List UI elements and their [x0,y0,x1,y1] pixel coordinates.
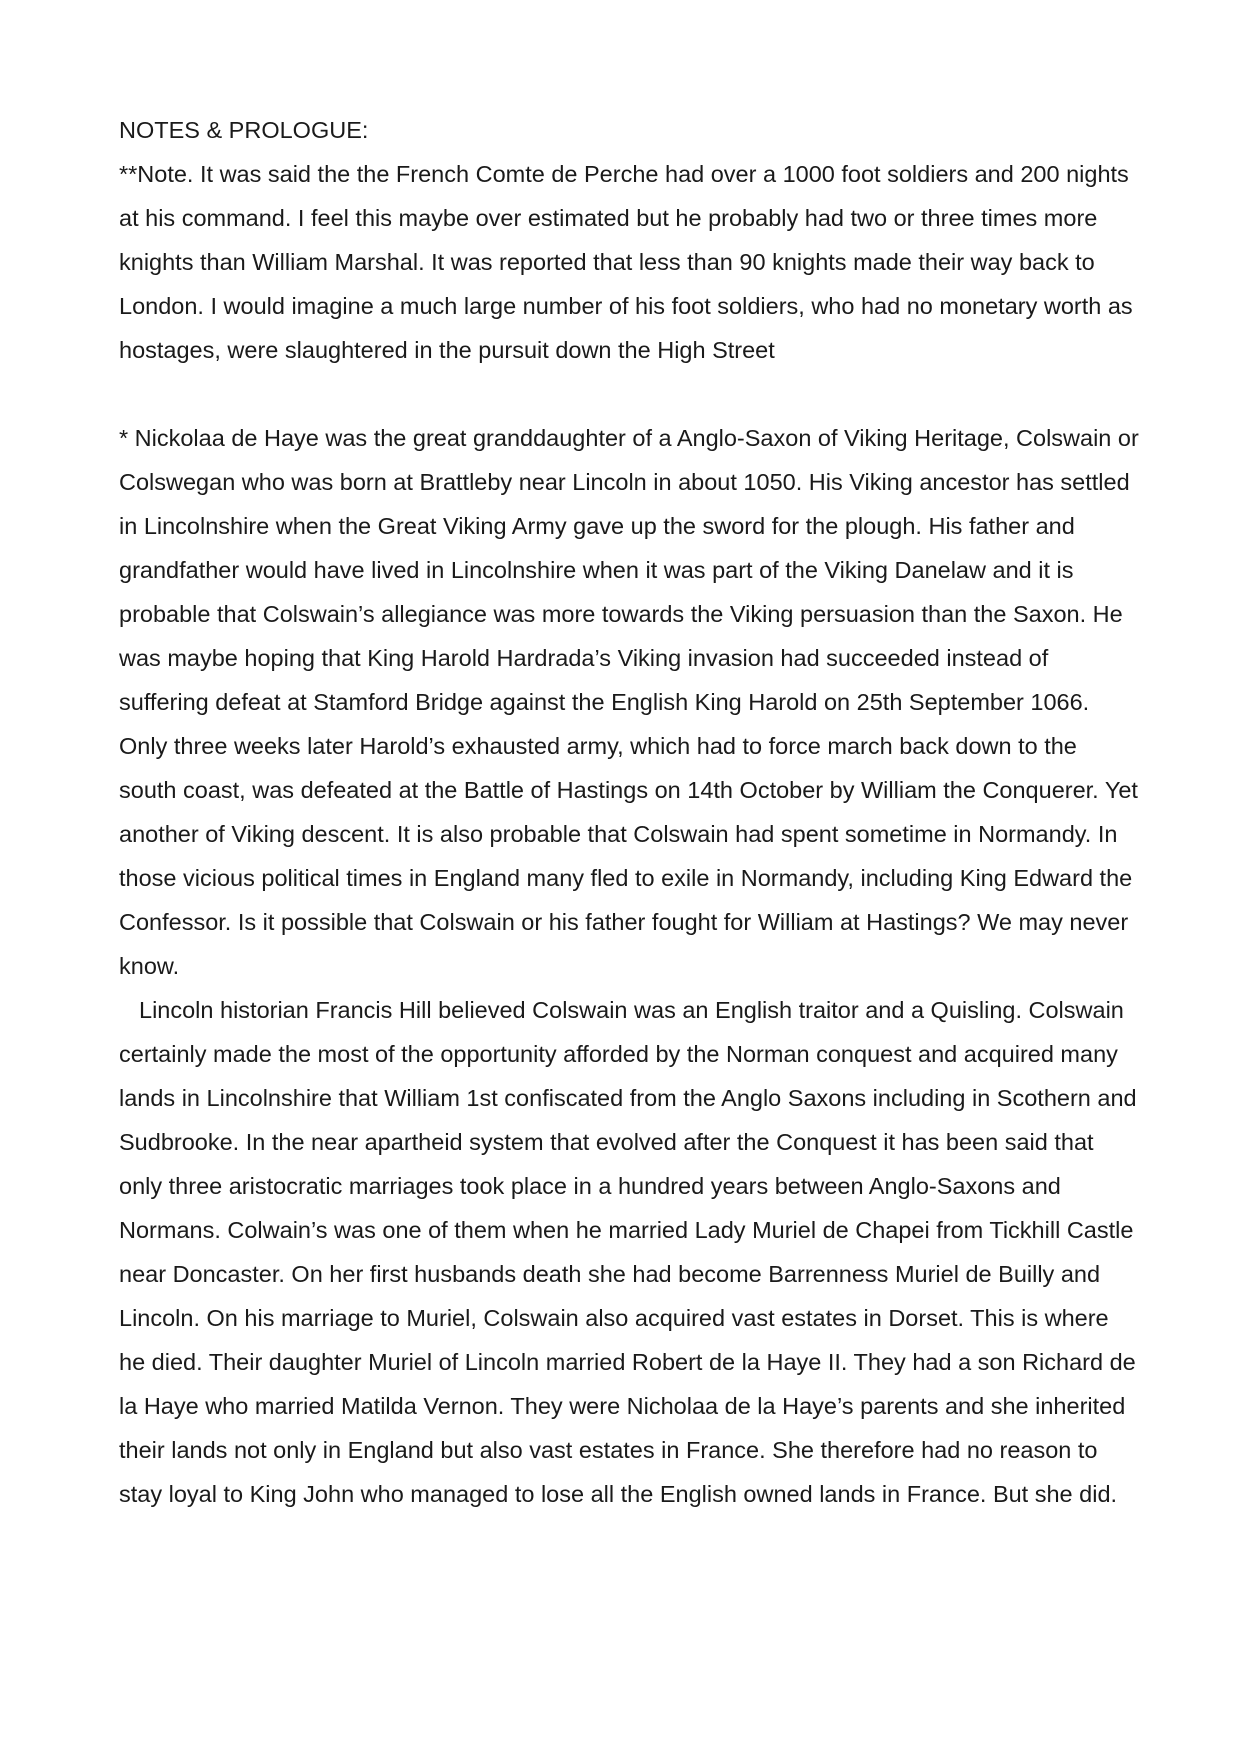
nickolaa-paragraph: * Nickolaa de Haye was the great granddaughter of a Anglo-Saxon of Viking Heritage, Colswain or Colswegan who was born at Brattleby near Lincoln in about 1050. His Viking ancestor has settled in Lincolnshire when the Great Viking Army gave up the sword for the plough. His father and grandfather would have lived in Lincolnshire when it was part of the Viking Danelaw and it is probable that Colswain’s allegiance was more towards the Viking persuasion than the Saxon. He was maybe hoping that King Harold Hardrada’s Viking invasion had succeeded instead of suffering defeat at Stamford Bridge against the English King Harold on 25th September 1066. Only three weeks later Harold’s exhausted army, which had to force march back down to the south coast, was defeated at the Battle of Hastings on 14th October by William the Conquerer. Yet another of Viking descent. It is also probable that Colswain had spent sometime in Normandy. In those vicious political times in England many fled to exile in Normandy, including King Edward the Confessor. Is it possible that Colswain or his father fought for William at Hastings? We may never know. [119,425,1139,979]
paragraph-spacer [119,372,1139,416]
document-heading: NOTES & PROLOGUE: [119,117,369,143]
document-page [119,108,1139,1516]
hill-paragraph: Lincoln historian Francis Hill believed Colswain was an English traitor and a Quisling. Colswain certainly made the most of the opportunity afforded by the Norman conquest and acquired many lands in Lincolnshire that William 1st confiscated from the Anglo Saxons including in Scothern and Sudbrooke. In the near apartheid system that evolved after the Conquest it has been said that only three aristocratic marriages took place in a hundred years between Anglo-Saxons and Normans. Colwain’s was one of them when he married Lady Muriel de Chapei from Tickhill Castle near Doncaster. On her first husbands death she had become Barrenness Muriel de Builly and Lincoln. On his marriage to Muriel, Colswain also acquired vast estates in Dorset. This is where he died. Their daughter Muriel of Lincoln married Robert de la Haye II. They had a son Richard de la Haye who married Matilda Vernon. They were Nicholaa de la Haye’s parents and she inherited their lands not only in England but also vast estates in France. She therefore had no reason to stay loyal to King John who managed to lose all the English owned lands in France. But she did. [119,997,1137,1507]
note-paragraph: **Note. It was said the the French Comte de Perche had over a 1000 foot soldiers and 200 nights at his command. I feel this maybe over estimated but he probably had two or three times more knights than William Marshal. It was reported that less than 90 knights made their way back to London. I would imagine a much large number of his foot soldiers, who had no monetary worth as hostages, were slaughtered in the pursuit down the High Street [119,161,1133,363]
